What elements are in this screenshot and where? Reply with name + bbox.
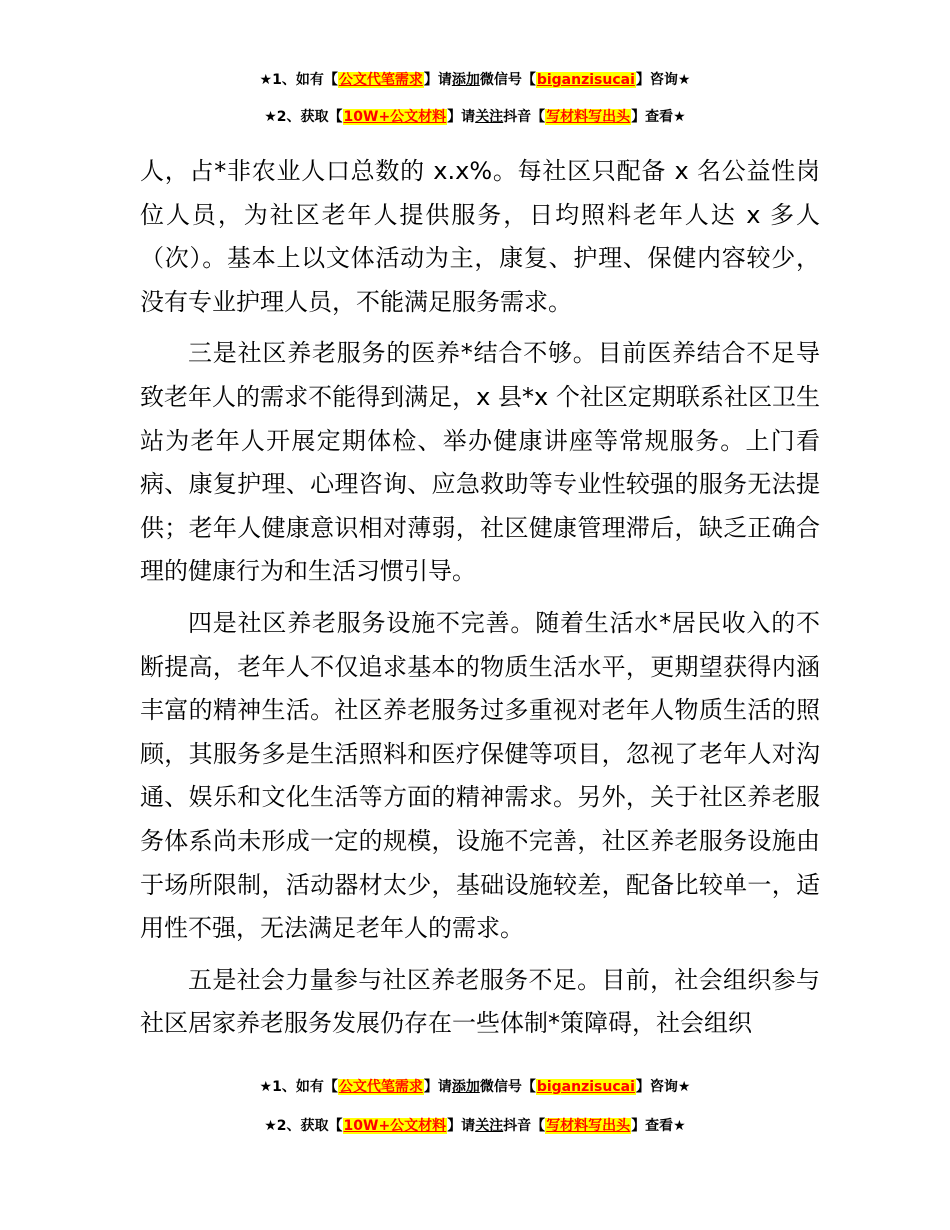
- notice-text: 】请: [423, 1079, 452, 1095]
- notice-prefix: ★2、获取【: [264, 109, 343, 125]
- notice-underlined-text: 添加: [451, 72, 480, 88]
- highlight-materials-text: 10W+公文材料: [343, 109, 447, 125]
- notice-underlined-text: 添加: [451, 1079, 480, 1095]
- paragraph-continuation: 人，占*非农业人口总数的 x.x%。每社区只配备 x 名公益性岗位人员，为社区老年人提供服务，日均照料老年人达 x 多人（次）。基本上以文体活动为主，康复、护理、保健内容较少，没有专业护理人员，不能满足服务需求。: [140, 157, 820, 316]
- notice-text: 抖音【: [503, 109, 546, 125]
- notice-prefix: ★2、获取【: [264, 1118, 343, 1134]
- highlight-douyin-account: 写材料写出头: [546, 109, 631, 125]
- notice-suffix: 】咨询★: [635, 72, 691, 88]
- paragraph-point-five: 五是社会力量参与社区养老服务不足。目前，社会组织参与社区居家养老服务发展仍存在一些体制*策障碍，社会组织: [140, 965, 820, 1038]
- notice-text: 微信号【: [479, 1079, 536, 1095]
- header-notice-line-2: [0, 107, 950, 127]
- notice-underlined-text: 关注: [475, 109, 504, 125]
- highlight-wechat-id: biganzisucai: [536, 72, 635, 88]
- notice-suffix: 】咨询★: [635, 1079, 691, 1095]
- notice-text: 】请: [423, 72, 452, 88]
- notice-suffix: 】查看★: [631, 1118, 686, 1134]
- paragraph-point-three: 三是社区养老服务的医养*结合不够。目前医养结合不足导致老年人的需求不能得到满足，x 县*x 个社区定期联系社区卫生站为老年人开展定期体检、举办健康讲座等常规服务。上门看病、康复护理、心理咨询、应急救助等专业性较强的服务无法提供；老年人健康意识相对薄弱，社区健康管理滞后，缺乏正确合理的健康行为和生活习惯引导。: [140, 339, 820, 586]
- highlight-wechat-id: biganzisucai: [536, 1079, 635, 1095]
- highlight-materials-text: 10W+公文材料: [343, 1118, 447, 1134]
- highlight-service-text: 公文代笔需求: [338, 72, 423, 88]
- highlight-douyin-account: 写材料写出头: [546, 1118, 631, 1134]
- notice-text: 】请: [447, 109, 476, 125]
- footer-notice-line-2: [0, 1116, 950, 1136]
- notice-prefix: ★1、如有【: [259, 1079, 338, 1095]
- footer-notice-line-1: [0, 1077, 950, 1097]
- document-body: [140, 150, 820, 1046]
- notice-text: 】请: [447, 1118, 476, 1134]
- notice-text: 抖音【: [503, 1118, 546, 1134]
- notice-suffix: 】查看★: [631, 109, 686, 125]
- notice-text: 微信号【: [479, 72, 536, 88]
- highlight-service-text: 公文代笔需求: [338, 1079, 423, 1095]
- notice-underlined-text: 关注: [475, 1118, 504, 1134]
- notice-prefix: ★1、如有【: [259, 72, 338, 88]
- header-notice-line-1: [0, 70, 950, 90]
- paragraph-point-four: 四是社区养老服务设施不完善。随着生活水*居民收入的不断提高，老年人不仅追求基本的物质生活水平，更期望获得内涵丰富的精神生活。社区养老服务过多重视对老年人物质生活的照顾，其服务多是生活照料和医疗保健等项目，忽视了老年人对沟通、娱乐和文化生活等方面的精神需求。另外，关于社区养老服务体系尚未形成一定的规模，设施不完善，社区养老服务设施由于场所限制，活动器材太少，基础设施较差，配备比较单一，适用性不强，无法满足老年人的需求。: [140, 608, 820, 943]
